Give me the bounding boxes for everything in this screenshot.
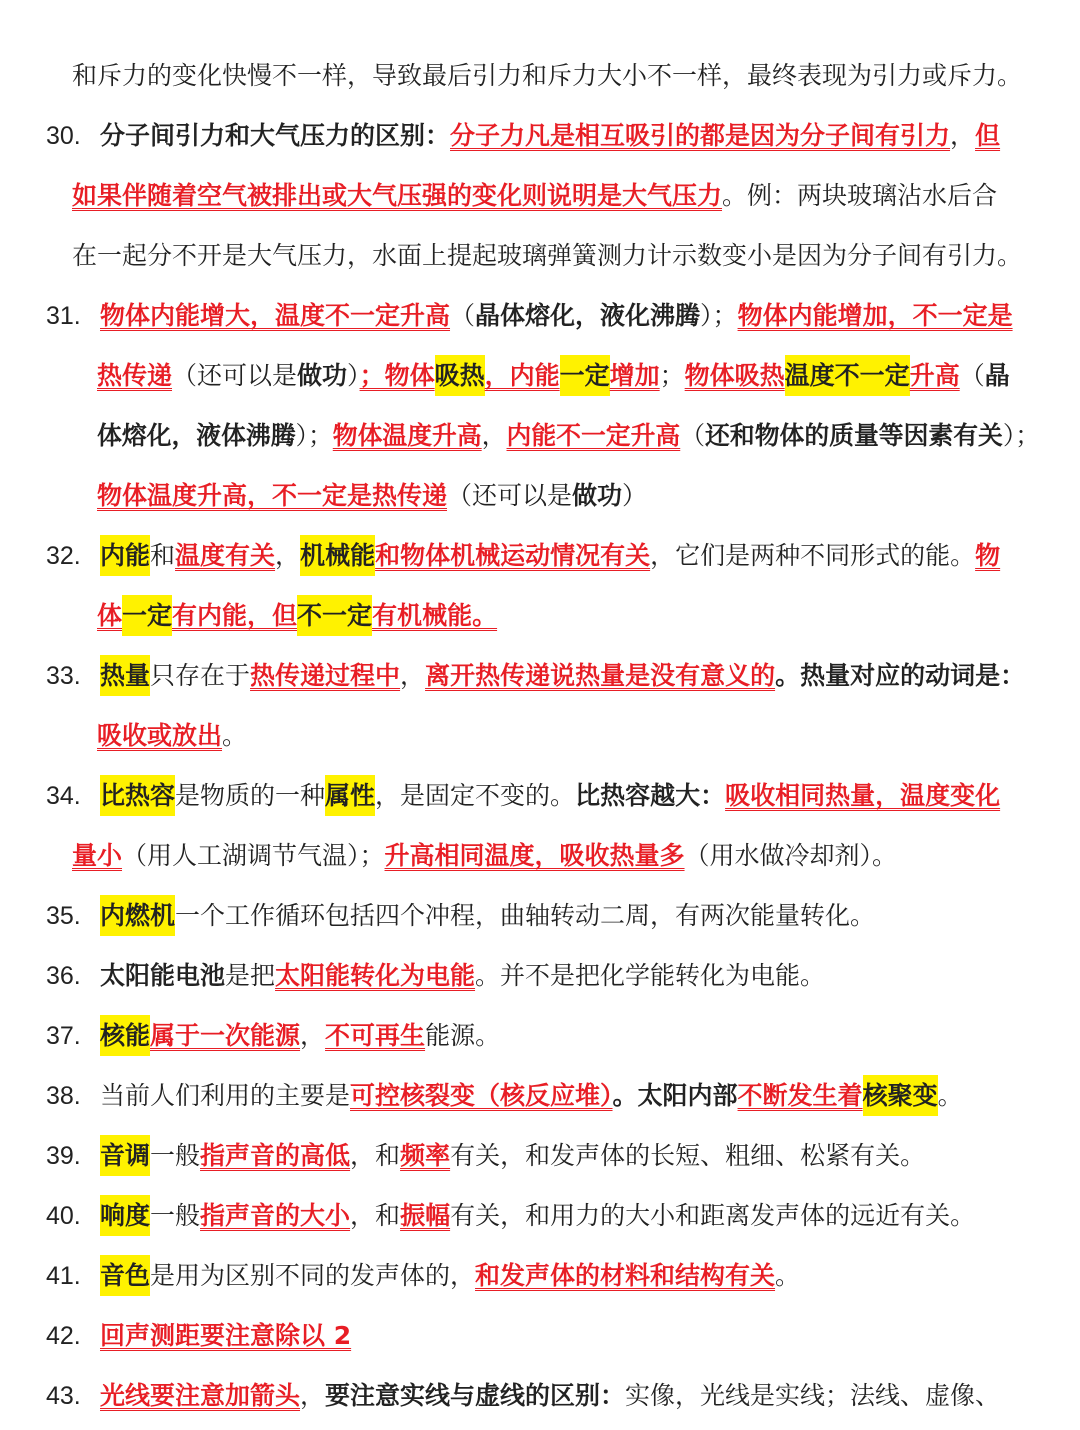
key-point-text: 光线要注意加箭头 (100, 1381, 301, 1410)
highlighted-term: 内能 (100, 535, 150, 576)
text-segment: ， (300, 1021, 326, 1050)
key-point-text: 吸收或放出 (97, 721, 223, 750)
key-point-text: 有内能，但 (172, 601, 298, 630)
line-text (97, 410, 1040, 462)
line-text (100, 950, 825, 1002)
key-point-text: 但 (975, 121, 1001, 150)
text-segment: 一个工作循环包括四个冲程，曲轴转动二周，有两次能量转化。 (175, 901, 876, 930)
key-point-text: 增加 (609, 361, 660, 390)
key-point-text: 热传递过程中 (250, 661, 401, 690)
highlighted-term: 音色 (100, 1255, 150, 1296)
item-number: 37. (46, 1022, 81, 1050)
item-number: 30. (46, 122, 81, 150)
bold-text: 还和物体的质量等因素有关 (705, 421, 1003, 450)
text-segment: ）； (700, 301, 738, 330)
key-point-text: 物体温度升高，不一定是热传递 (97, 481, 448, 510)
item-number: 31. (46, 302, 81, 330)
key-point-text: 吸收相同热量，温度变化 (725, 781, 1001, 810)
key-point-text: 升高 (909, 361, 960, 390)
key-point-text: 回声测距要注意除以 2 (100, 1321, 352, 1350)
text-segment: ，它们是两种不同形式的能。 (650, 541, 976, 570)
text-segment: 有关，和发声体的长短、粗细、松紧有关。 (450, 1141, 926, 1170)
bold-text: 做功 (297, 361, 348, 390)
key-point-text: 物体温度升高 (332, 421, 482, 450)
text-line (0, 830, 1080, 882)
key-point-text: ；物体 (359, 361, 435, 390)
line-text (100, 1130, 925, 1182)
bold-text: 晶体熔化，液化沸腾 (475, 301, 701, 330)
text-segment: （用水做冷却剂）。 (684, 841, 898, 870)
text-line (0, 710, 1080, 762)
line-text (100, 290, 1013, 342)
key-point-text: 物体内能增加，不一定是 (737, 301, 1013, 330)
highlighted-term: 机械能 (300, 535, 375, 576)
key-point-text: 升高相同温度，吸收热量多 (384, 841, 685, 870)
highlighted-term: 核聚变 (863, 1075, 938, 1116)
key-point-text: 太阳能转化为电能 (275, 961, 476, 990)
line-text (97, 350, 1010, 402)
line-text (97, 470, 647, 522)
text-segment: ，和 (350, 1201, 401, 1230)
highlighted-term: 不一定 (297, 595, 372, 636)
line-text (72, 170, 997, 222)
text-segment: 是物质的一种 (175, 781, 326, 810)
text-segment: 和斥力的变化快慢不一样，导致最后引力和斥力大小不一样，最终表现为引力或斥力。 (72, 61, 1023, 90)
text-segment: 。 (775, 1261, 801, 1290)
text-segment: ，是固定不变的。 (375, 781, 576, 810)
bold-text: 太阳能电池 (100, 961, 226, 990)
item-number: 32. (46, 542, 81, 570)
key-point-text: 物 (975, 541, 1001, 570)
text-segment: 。 (937, 1081, 963, 1110)
key-point-text: 频率 (400, 1141, 451, 1170)
highlighted-term: 内燃机 (100, 895, 175, 936)
key-point-text: 热传递 (97, 361, 173, 390)
item-number: 39. (46, 1142, 81, 1170)
key-point-text: 物体内能增大，温度不一定升高 (100, 301, 451, 330)
text-segment: 一般 (150, 1201, 201, 1230)
text-line (0, 410, 1080, 462)
key-point-text: 物体吸热 (684, 361, 785, 390)
line-text (97, 590, 497, 642)
line-text (72, 830, 897, 882)
key-point-text: 属于一次能源 (150, 1021, 301, 1050)
list-item (0, 1250, 1080, 1302)
text-segment: 实像，光线是实线；法线、虚像、 (625, 1381, 1001, 1410)
text-segment: 只存在于 (150, 661, 251, 690)
line-text (100, 890, 875, 942)
highlighted-term: 音调 (100, 1135, 150, 1176)
text-segment: （还可以是 (172, 361, 298, 390)
item-number: 36. (46, 962, 81, 990)
text-segment: ） (347, 361, 360, 390)
text-segment: ）； (295, 421, 333, 450)
line-text (100, 530, 1000, 582)
key-point-text: 离开热传递说热量是没有意义的 (425, 661, 776, 690)
text-line (0, 590, 1080, 642)
highlighted-term: 属性 (325, 775, 375, 816)
text-segment: ， (481, 421, 507, 450)
text-segment: （还可以是 (447, 481, 573, 510)
item-number: 38. (46, 1082, 81, 1110)
text-segment: 。并不是把化学能转化为电能。 (475, 961, 826, 990)
item-number: 42. (46, 1322, 81, 1350)
list-item (0, 1310, 1080, 1362)
key-point-text: 指声音的高低 (200, 1141, 351, 1170)
key-point-text: 不断发生着 (737, 1081, 863, 1110)
line-text (100, 770, 1000, 822)
key-point-text: 温度有关 (175, 541, 276, 570)
list-item (0, 530, 1080, 582)
bold-text: 晶 (984, 361, 1010, 390)
line-text (72, 50, 1022, 102)
bold-text: 比热容越大： (575, 781, 726, 810)
bold-text: 分子间引力和大气压力的区别： (100, 121, 451, 150)
list-item (0, 950, 1080, 1002)
key-point-text: ，内能 (484, 361, 560, 390)
text-segment: ， (275, 541, 301, 570)
text-segment: 是用为区别不同的发声体的， (150, 1261, 476, 1290)
key-point-text: 可控核裂变（核反应堆） (350, 1081, 613, 1110)
item-number: 40. (46, 1202, 81, 1230)
list-item (0, 1370, 1080, 1422)
item-number: 43. (46, 1382, 81, 1410)
text-segment: （ (450, 301, 476, 330)
text-segment: 有关，和用力的大小和距离发声体的远近有关。 (450, 1201, 976, 1230)
highlighted-term: 一定 (122, 595, 172, 636)
text-segment: 。例：两块玻璃沾水后合 (722, 181, 998, 210)
text-line (0, 50, 1080, 102)
bold-text: 要注意实线与虚线的区别： (325, 1381, 626, 1410)
line-text (100, 1190, 975, 1242)
text-segment: ）； (1002, 421, 1041, 450)
highlighted-term: 核能 (100, 1015, 150, 1056)
key-point-text: 量小 (72, 841, 123, 870)
text-segment: 能源。 (425, 1021, 501, 1050)
key-point-text: 如果伴随着空气被排出或大气压强的变化则说明是大气压力 (72, 181, 723, 210)
list-item (0, 650, 1080, 702)
text-segment: 在一起分不开是大气压力，水面上提起玻璃弹簧测力计示数变小是因为分子间有引力。 (72, 241, 1023, 270)
key-point-text: 体 (97, 601, 123, 630)
text-segment: ， (300, 1381, 326, 1410)
text-segment: ， (950, 121, 976, 150)
text-segment: ） (622, 481, 648, 510)
line-text (100, 650, 1025, 702)
text-segment: 当前人们利用的主要是 (100, 1081, 351, 1110)
line-text (100, 1310, 351, 1362)
list-item (0, 1010, 1080, 1062)
bold-text: 体熔化，液体沸腾 (97, 421, 296, 450)
text-line (0, 230, 1080, 282)
line-text (100, 1250, 800, 1302)
text-segment: ， (400, 661, 426, 690)
highlighted-term: 吸热 (435, 355, 485, 396)
text-segment: （ (959, 361, 985, 390)
line-text (100, 1010, 500, 1062)
key-point-text: 不可再生 (325, 1021, 426, 1050)
text-segment: 一般 (150, 1141, 201, 1170)
item-number: 41. (46, 1262, 81, 1290)
item-number: 35. (46, 902, 81, 930)
list-item (0, 1070, 1080, 1122)
key-point-text: 内能不一定升高 (506, 421, 681, 450)
key-point-text: 有机械能。 (372, 601, 498, 630)
line-text (100, 110, 1000, 162)
text-segment: 和 (150, 541, 176, 570)
text-line (0, 470, 1080, 522)
bold-text: 。太阳内部 (612, 1081, 738, 1110)
text-segment: ，和 (350, 1141, 401, 1170)
list-item (0, 770, 1080, 822)
text-segment: 。 (222, 721, 248, 750)
key-point-text: 分子力凡是相互吸引的都是因为分子间有引力 (450, 121, 951, 150)
text-segment: ； (659, 361, 685, 390)
list-item (0, 110, 1080, 162)
key-point-text: 和物体机械运动情况有关 (375, 541, 651, 570)
bold-text: 。热量对应的动词是： (775, 661, 1026, 690)
line-text (100, 1070, 963, 1122)
highlighted-term: 比热容 (100, 775, 175, 816)
list-item (0, 290, 1080, 342)
highlighted-term: 热量 (100, 655, 150, 696)
text-segment: （用人工湖调节气温）； (122, 841, 385, 870)
highlighted-term: 温度不一定 (785, 355, 910, 396)
bold-text: 做功 (572, 481, 623, 510)
list-item (0, 1190, 1080, 1242)
key-point-text: 和发声体的材料和结构有关 (475, 1261, 776, 1290)
list-item (0, 1130, 1080, 1182)
text-line (0, 350, 1080, 402)
item-number: 33. (46, 662, 81, 690)
key-point-text: 指声音的大小 (200, 1201, 351, 1230)
key-point-text: 振幅 (400, 1201, 451, 1230)
line-text (97, 710, 247, 762)
text-segment: （ (680, 421, 706, 450)
line-text (100, 1370, 1000, 1422)
highlighted-term: 响度 (100, 1195, 150, 1236)
item-number: 34. (46, 782, 81, 810)
list-item (0, 890, 1080, 942)
line-text (72, 230, 1022, 282)
text-line (0, 170, 1080, 222)
text-segment: 是把 (225, 961, 276, 990)
highlighted-term: 一定 (560, 355, 610, 396)
